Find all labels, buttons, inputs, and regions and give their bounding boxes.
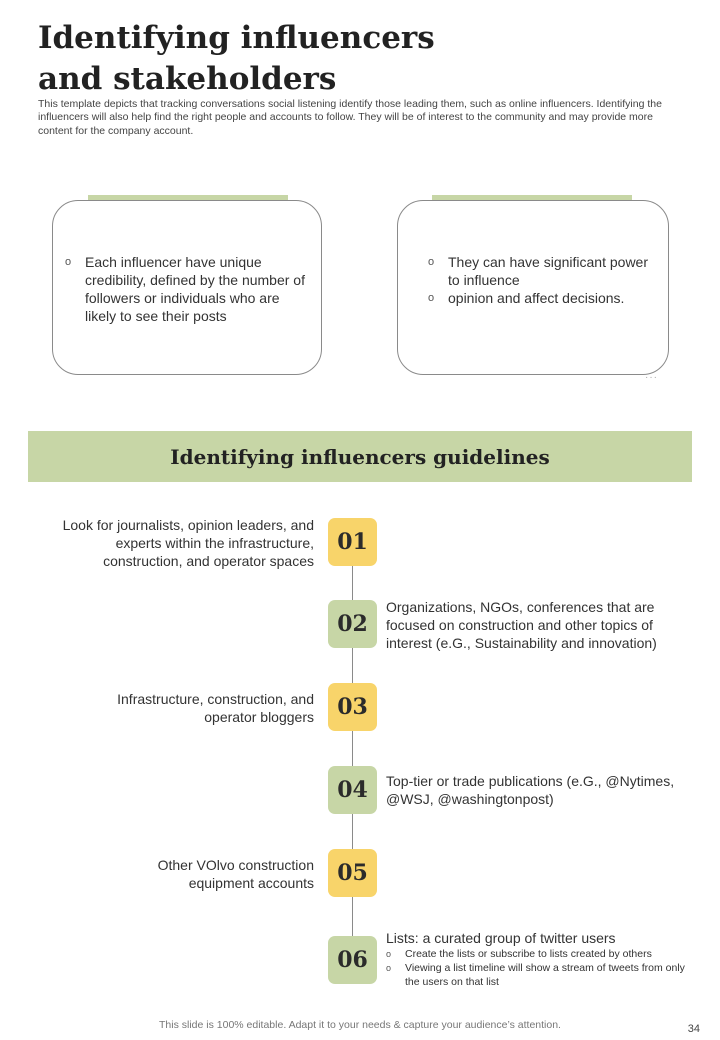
bullet-marker: o [428, 256, 435, 268]
guidelines-banner [28, 431, 692, 482]
step-6-number: 06 [328, 936, 377, 984]
guidelines-title: Identifying influencers guidelines [170, 444, 550, 469]
card-1-bullet-1 [65, 253, 305, 325]
bullet-marker: o [386, 949, 392, 959]
step-6-text: Lists: a curated group of twitter users [386, 930, 616, 946]
step-1-text: Look for journalists, opinion leaders, and experts within the infrastructure, construction, and operator spaces [62, 517, 314, 569]
page-number: 34 [687, 1023, 700, 1035]
card-1-bullet-text: Each influencer have unique credibility, defined by the number of followers or individuals who are likely to see their posts [85, 254, 305, 324]
step-3-number: 03 [328, 683, 377, 731]
info-card-2 [397, 200, 669, 375]
page-description: This template depicts that tracking conversations social listening identify those leading them, such as online influencers. Identifying the influencers will also help find the right people and accounts to follow. They will be of interest to the community and may provide more content for the company account. [38, 98, 662, 137]
bullet-marker: o [428, 292, 435, 304]
step-5-number: 05 [328, 849, 377, 897]
step-4-text: Top-tier or trade publications (e.G., @Nytimes, @WSJ, @washingtonpost) [386, 773, 675, 807]
footer-note: This slide is 100% editable. Adapt it to your needs & capture your audience’s attention. [159, 1019, 561, 1031]
step-1-number: 01 [328, 518, 377, 566]
bullet-marker: o [65, 256, 72, 268]
info-card-1 [52, 200, 322, 375]
step-2-text: Organizations, NGOs, conferences that are focused on construction and other topics of interest (e.G., Sustainability and innovation) [386, 599, 657, 651]
card-2-bullet-text: They can have significant power to influence [448, 254, 648, 288]
step-3-text: Infrastructure, construction, and operator bloggers [117, 691, 314, 725]
title-line-1: Identifying influencers [38, 20, 435, 56]
card-1-list [65, 253, 305, 325]
title-line-2: and stakeholders [38, 61, 337, 97]
step-5-text: Other VOlvo construction equipment accounts [157, 857, 314, 891]
card-2-list [428, 253, 648, 307]
card-2-bullet-1 [428, 253, 648, 289]
step-6-sub-item-text: Create the lists or subscribe to lists created by others [405, 948, 652, 960]
step-6-sub-item [386, 961, 690, 989]
step-2-number: 02 [328, 600, 377, 648]
step-6-sub-list [386, 947, 706, 989]
page-title [38, 18, 678, 100]
card-2-bullet-text: opinion and affect decisions. [448, 290, 625, 306]
card-2-bullet-2 [428, 289, 648, 307]
bullet-marker: o [386, 963, 392, 973]
decorative-dots: ··· [645, 372, 658, 383]
step-6-sub-item-text: Viewing a list timeline will show a stream of tweets from only the users on that list [405, 962, 685, 988]
step-4-number: 04 [328, 766, 377, 814]
step-6-sub-item [386, 947, 706, 961]
